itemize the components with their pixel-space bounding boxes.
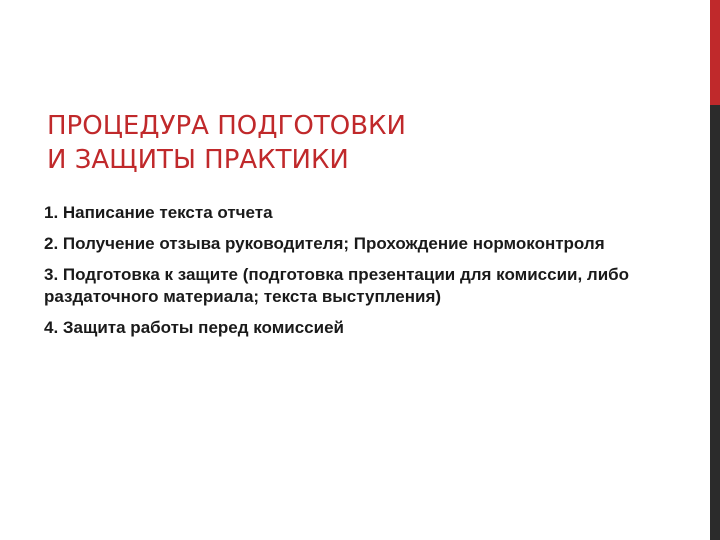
list-item: 4. Защита работы перед комиссией	[44, 318, 344, 337]
list-item: 2. Получение отзыва руководителя; Прохождение нормоконтроля	[44, 234, 605, 253]
side-accent-bar-dark	[710, 105, 720, 540]
slide-title-line-2: И ЗАЩИТЫ ПРАКТИКИ	[47, 145, 349, 176]
list-item: 3. Подготовка к защите (подготовка презентации для комиссии, либо раздаточного материала; текста выступления)	[44, 265, 630, 306]
slide-title-line-1: ПРОЦЕДУРА ПОДГОТОВКИ	[47, 111, 406, 142]
slide-title	[47, 109, 667, 177]
list-item: 1. Написание текста отчета	[44, 203, 273, 222]
procedure-list	[44, 202, 644, 348]
side-accent-bar	[710, 0, 720, 540]
side-accent-bar-red	[710, 0, 720, 105]
